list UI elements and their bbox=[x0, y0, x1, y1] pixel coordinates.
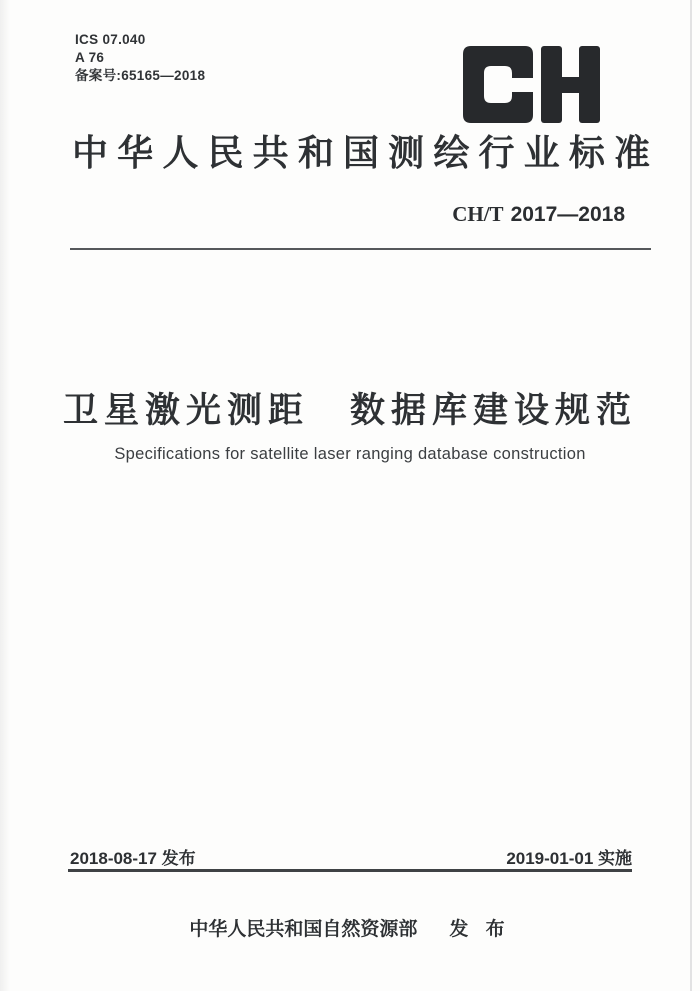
document-title-zh: 卫星激光测距 数据库建设规范 bbox=[62, 391, 637, 430]
scan-edge-right bbox=[690, 0, 692, 991]
classification-block bbox=[75, 31, 205, 85]
header-divider bbox=[70, 248, 651, 250]
publisher-row bbox=[0, 914, 700, 941]
standard-number bbox=[452, 202, 625, 227]
standard-number-digits: 2017—2018 bbox=[510, 203, 625, 226]
issue-date: 2018-08-17 发布 bbox=[70, 849, 196, 868]
standard-category-title: 中华人民共和国测绘行业标准 bbox=[72, 132, 650, 173]
publish-label: 发 布 bbox=[449, 919, 511, 940]
document-title-en: Specifications for satellite laser ranging database construction bbox=[114, 445, 586, 463]
classification-code: A 76 bbox=[75, 50, 105, 65]
scan-edge-left bbox=[0, 0, 10, 991]
implementation-date: 2019-01-01 实施 bbox=[506, 849, 632, 868]
standard-number-prefix: CH/T bbox=[452, 202, 504, 226]
publisher-name: 中华人民共和国自然资源部 bbox=[189, 919, 418, 940]
ics-code: ICS 07.040 bbox=[75, 32, 146, 47]
record-number: 备案号:65165—2018 bbox=[75, 68, 206, 83]
footer-divider bbox=[68, 869, 632, 872]
ch-logo bbox=[463, 46, 600, 123]
